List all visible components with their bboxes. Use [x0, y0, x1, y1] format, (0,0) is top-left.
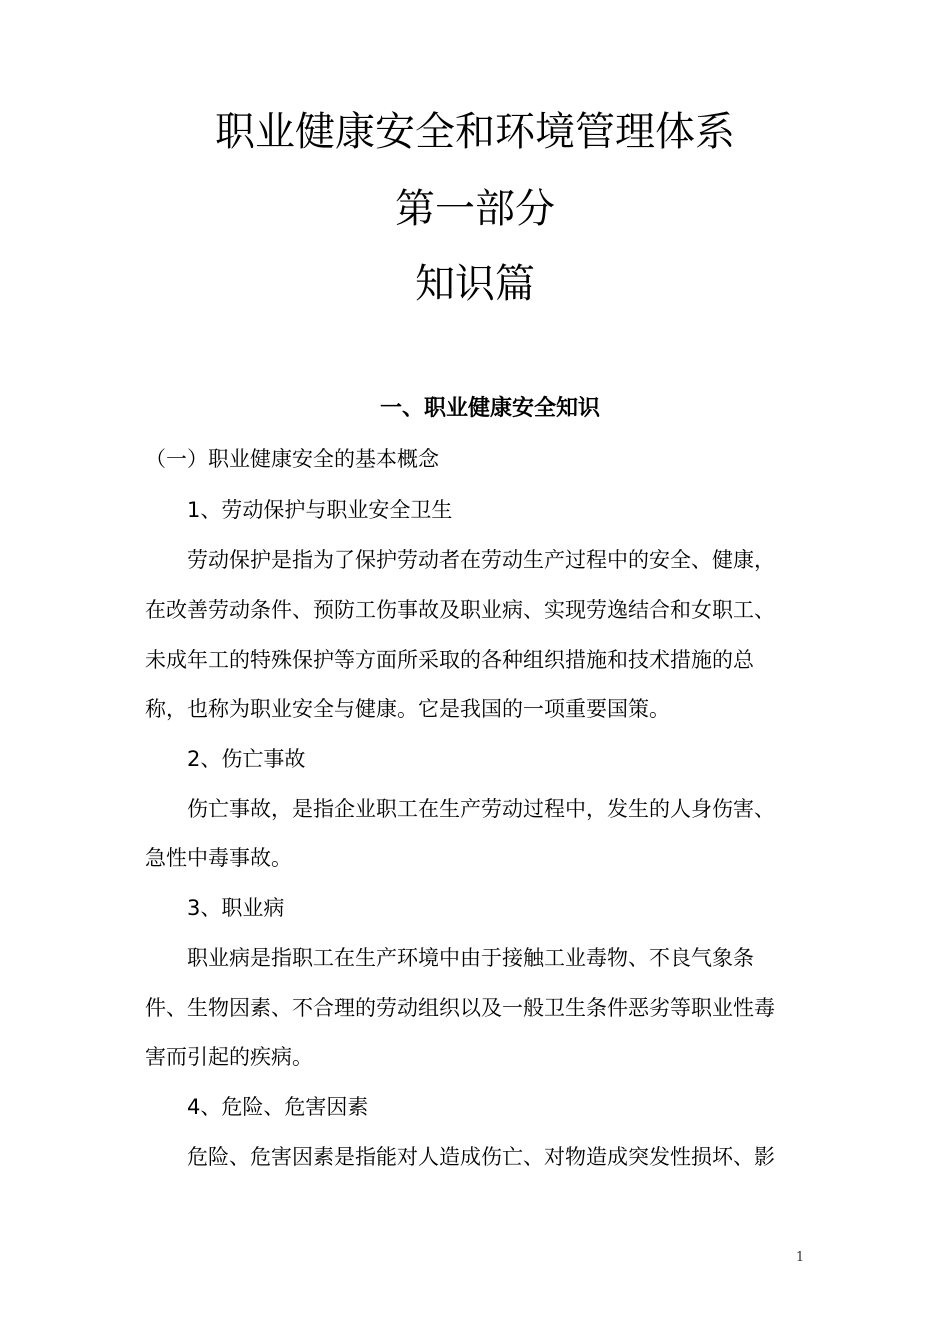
paragraph-line: 职业病是指职工在生产环境中由于接触工业毒物、不良气象条 — [187, 946, 754, 970]
item-heading: 2、伤亡事故 — [187, 747, 306, 771]
item-heading: 4、危险、危害因素 — [187, 1095, 369, 1119]
paragraph-line: 急性中毒事故。 — [145, 846, 292, 870]
part-title: 第一部分 — [395, 186, 555, 232]
paragraph-line: 件、生物因素、不合理的劳动组织以及一般卫生条件恶劣等职业性毒 — [145, 996, 775, 1020]
paragraph-line: 伤亡事故，是指企业职工在生产劳动过程中，发生的人身伤害、 — [187, 797, 775, 821]
item-heading: 1、劳动保护与职业安全卫生 — [187, 498, 453, 522]
document-title: 职业健康安全和环境管理体系 — [215, 109, 735, 155]
subsection-heading: （一）职业健康安全的基本概念 — [145, 447, 439, 471]
section-heading: 一、职业健康安全知识 — [379, 396, 600, 421]
paragraph-line: 未成年工的特殊保护等方面所采取的各种组织措施和技术措施的总 — [145, 648, 754, 672]
paragraph-line: 在改善劳动条件、预防工伤事故及职业病、实现劳逸结合和女职工、 — [145, 598, 775, 622]
paragraph-line: 劳动保护是指为了保护劳动者在劳动生产过程中的安全、健康， — [187, 548, 775, 572]
paragraph-line: 危险、危害因素是指能对人造成伤亡、对物造成突发性损坏、影 — [187, 1145, 775, 1169]
paragraph-line: 害而引起的疾病。 — [145, 1045, 313, 1069]
item-heading: 3、职业病 — [187, 896, 285, 920]
paragraph-line: 称，也称为职业安全与健康。它是我国的一项重要国策。 — [145, 697, 670, 721]
page-number: 1 — [795, 1250, 805, 1265]
part-subtitle: 知识篇 — [415, 261, 535, 307]
